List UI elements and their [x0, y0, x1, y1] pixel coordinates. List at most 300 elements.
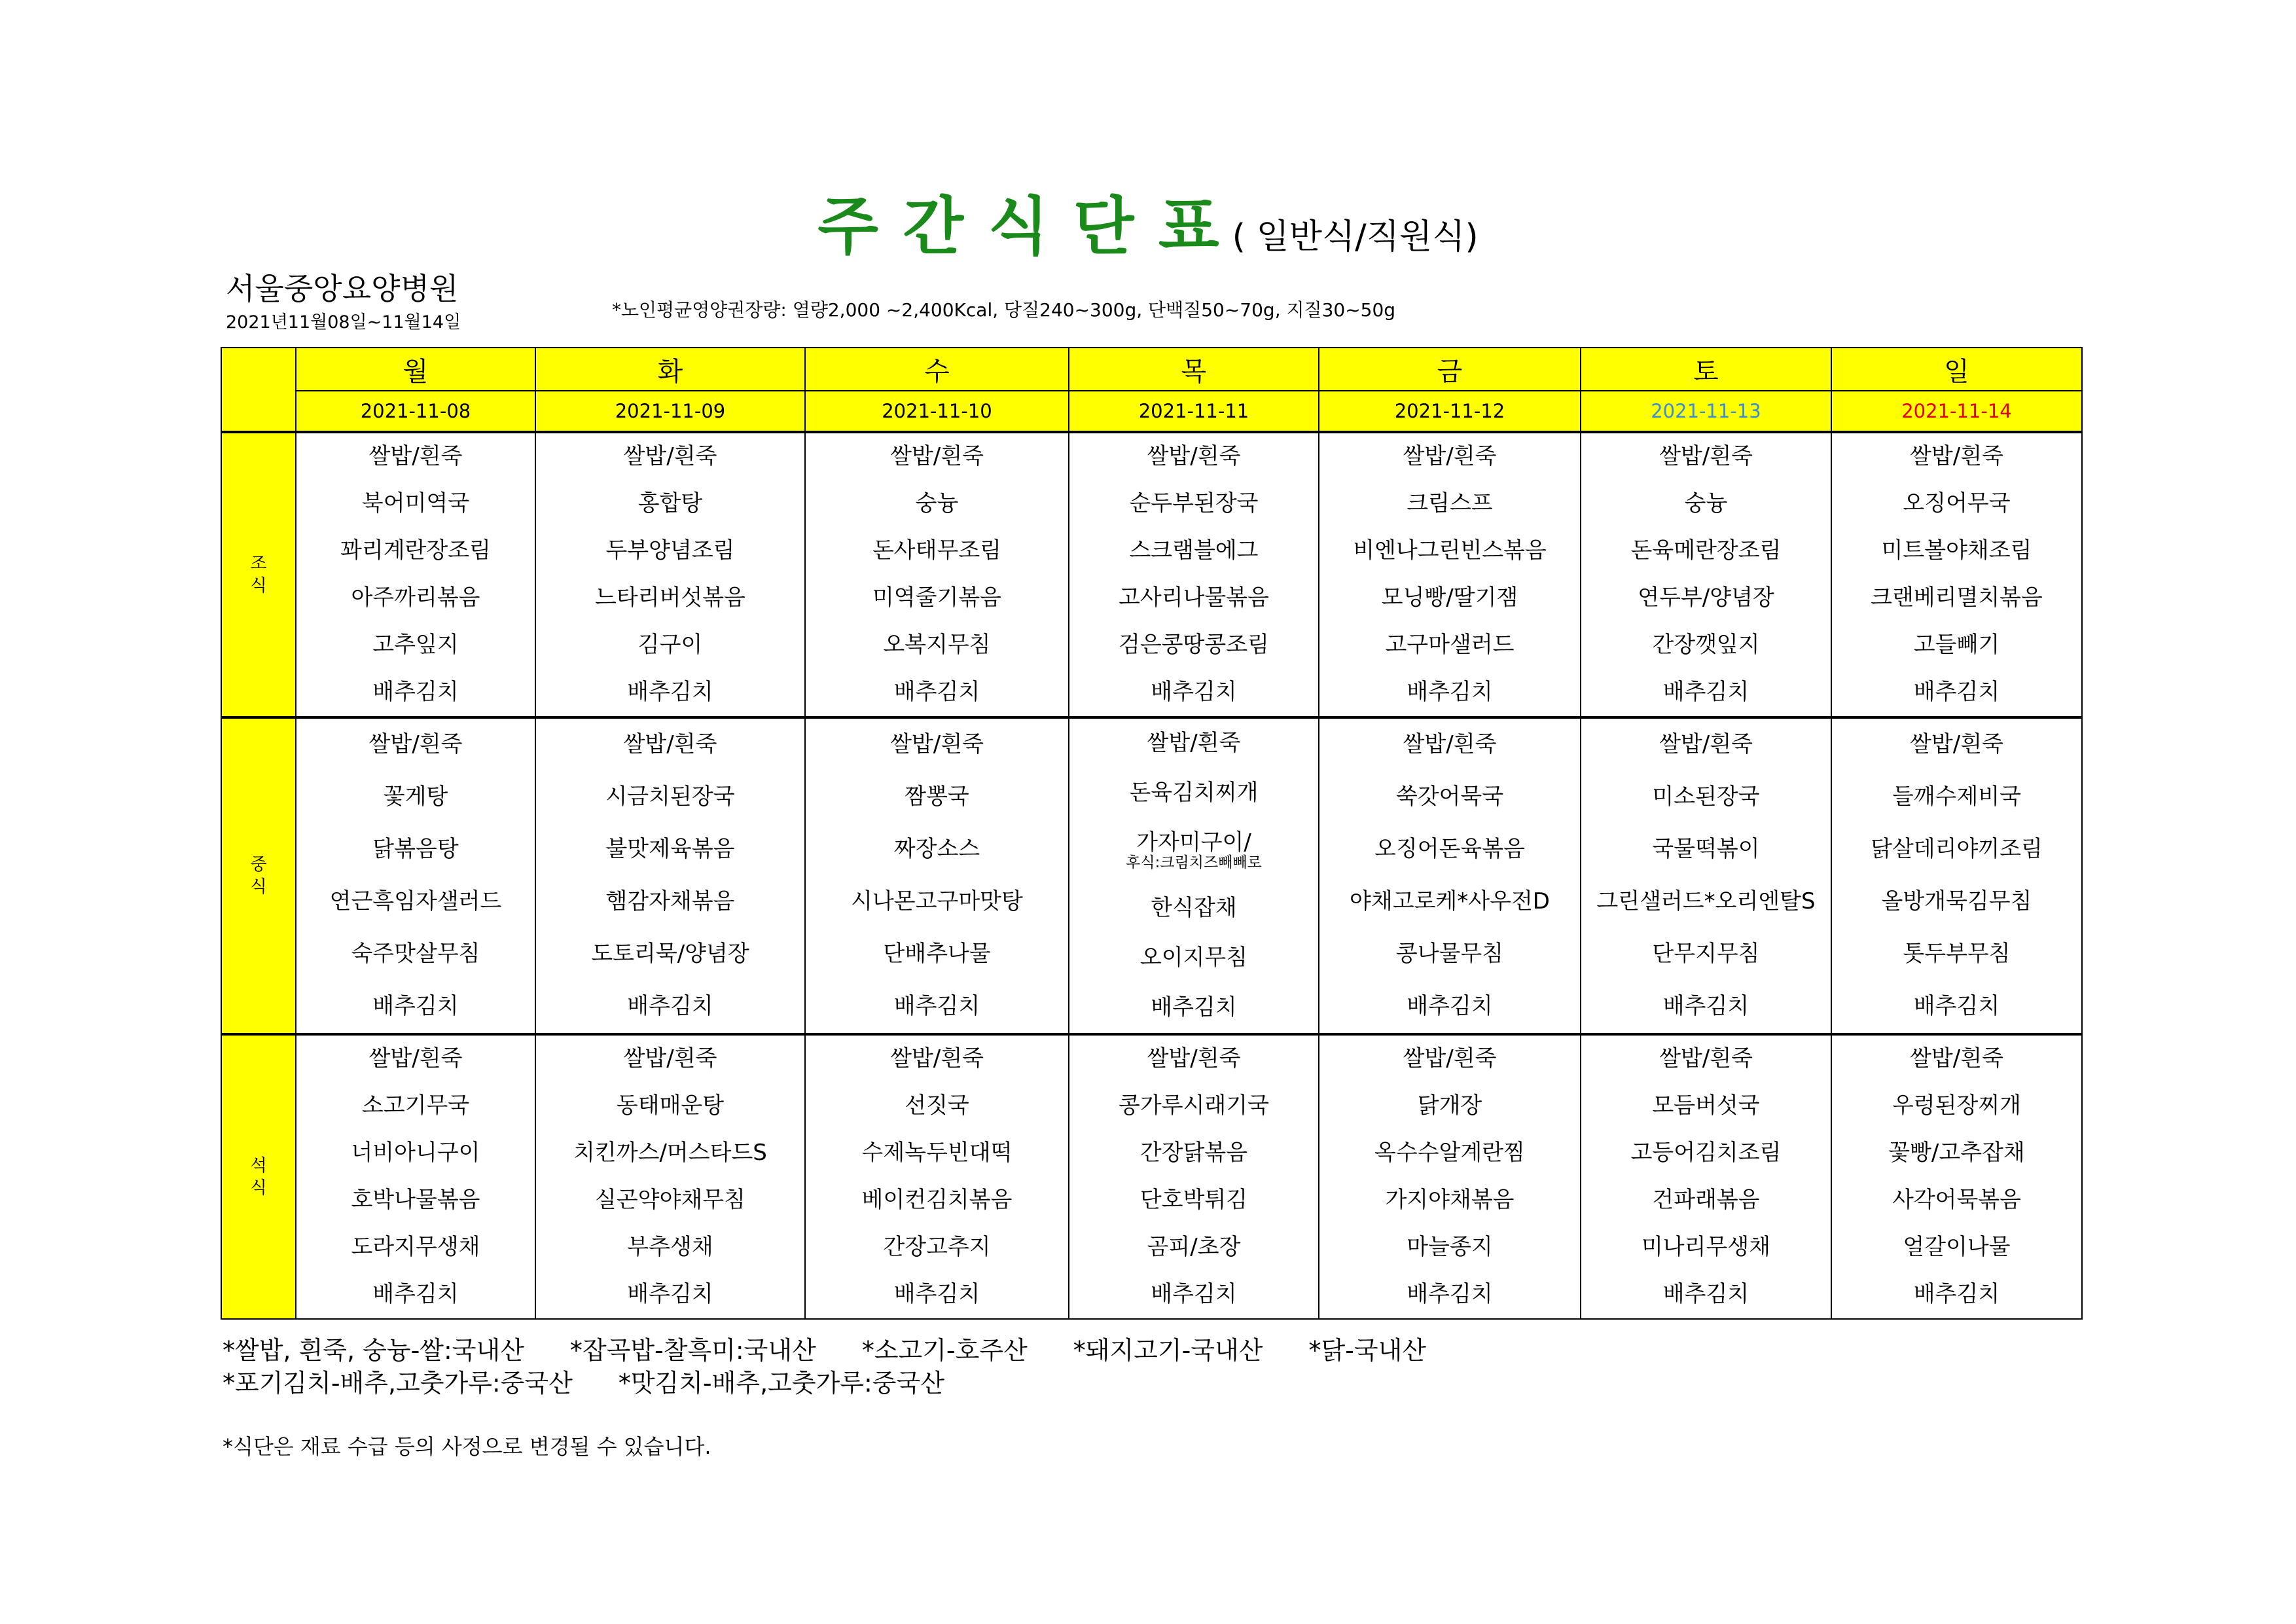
dinner-label-char: 식 [250, 1178, 267, 1198]
lunch-cell-5 [1581, 717, 1831, 1034]
menu-list [536, 1036, 804, 1318]
menu-item: 느타리버섯볶음 [595, 585, 745, 611]
menu-item-wrap [1596, 890, 1815, 914]
menu-item: 배추김치 [372, 1281, 459, 1308]
menu-item: 배추김치 [1407, 1281, 1493, 1308]
day-date-4: 2021-11-12 [1319, 391, 1581, 432]
lunch-label [221, 717, 296, 1034]
origin-line-2 [223, 1367, 1472, 1399]
menu-item: 닭개장 [1417, 1092, 1482, 1119]
breakfast-cell-4 [1319, 432, 1581, 717]
menu-item: 그린샐러드*오리엔탈S [1596, 888, 1816, 915]
menu-item-wrap [1910, 445, 2003, 469]
menu-item-wrap [369, 733, 463, 757]
menu-item: 홍합탕 [637, 490, 703, 517]
date-row [221, 391, 2082, 432]
menu-item-wrap [1407, 995, 1492, 1019]
menu-item-wrap [905, 1094, 969, 1118]
day-date-0: 2021-11-08 [296, 391, 535, 432]
menu-item: 간장고추지 [883, 1234, 991, 1261]
dinner-cell-3 [1069, 1034, 1319, 1319]
menu-item-wrap [351, 586, 480, 610]
menu-list [1319, 1036, 1580, 1318]
menu-item: 얼갈이나물 [1903, 1234, 2011, 1261]
breakfast-cell-6 [1831, 432, 2082, 717]
menu-item-wrap [605, 890, 734, 914]
menu-item: 야채고로케*사우전D [1350, 888, 1550, 915]
menu-item-wrap [1151, 681, 1236, 704]
menu-item-wrap [851, 890, 1023, 914]
menu-item: 배추김치 [1407, 679, 1493, 706]
menu-item: 시나몬고구마맛탕 [851, 888, 1023, 915]
menu-item-wrap [862, 1189, 1013, 1212]
menu-item-wrap [1903, 492, 2010, 516]
dinner-cell-5 [1581, 1034, 1831, 1319]
day-name-1: 화 [535, 348, 805, 391]
menu-item: 국물떡볶이 [1652, 836, 1760, 863]
menu-item: 미역줄기볶음 [872, 585, 1002, 611]
menu-item: 쌀밥/흰죽 [1147, 1045, 1241, 1072]
menu-list [1069, 719, 1318, 1033]
menu-list [1581, 433, 1831, 716]
menu-item-wrap [1129, 539, 1258, 563]
menu-item-wrap [883, 943, 990, 966]
menu-list [806, 1036, 1068, 1318]
corner-cell [221, 348, 296, 432]
menu-item-wrap [369, 445, 463, 469]
menu-item: 옥수수알계란찜 [1374, 1140, 1525, 1166]
menu-item-wrap [372, 995, 458, 1019]
breakfast-cell-1 [535, 432, 805, 717]
menu-item: 너비아니구이 [351, 1140, 480, 1166]
menu-item: 배추김치 [893, 1281, 980, 1308]
menu-item-wrap [1396, 785, 1503, 809]
dinner-row [221, 1034, 2082, 1319]
lunch-cell-4 [1319, 717, 1581, 1034]
menu-item: 베이컨김치볶음 [861, 1187, 1013, 1214]
menu-item: 사각어묵볶음 [1892, 1187, 2022, 1214]
page-title: 주 간 식 단 표 [817, 190, 1221, 263]
menu-item-wrap [369, 1047, 463, 1071]
menu-item: 건파래볶음 [1652, 1187, 1760, 1214]
menu-item: 소고기무국 [361, 1092, 470, 1119]
menu-item-wrap [894, 838, 980, 861]
menu-item: 배추김치 [627, 1281, 713, 1308]
menu-item: 순두부된장국 [1129, 490, 1259, 517]
day-name-6: 일 [1831, 348, 2082, 391]
menu-item: 곰피/초장 [1147, 1234, 1241, 1261]
menu-item: 오복지무침 [883, 632, 991, 659]
menu-item: 치킨까스/머스타드S [573, 1140, 767, 1166]
menu-item: 쌀밥/흰죽 [368, 1045, 463, 1072]
menu-item-wrap [605, 539, 734, 563]
menu-item-wrap [905, 785, 969, 809]
menu-item-wrap [624, 1047, 717, 1071]
menu-list [1832, 1036, 2081, 1318]
menu-item-wrap [1641, 1236, 1770, 1259]
menu-item-wrap [890, 1047, 984, 1071]
menu-item-wrap [351, 1189, 480, 1212]
menu-item: 배추김치 [627, 679, 713, 706]
menu-list [296, 1036, 535, 1318]
menu-item: 배추김치 [1662, 1281, 1749, 1308]
menu-item-wrap [1374, 1142, 1525, 1165]
origin-note: *맛김치-배추,고춧가루:중국산 [618, 1369, 944, 1398]
menu-item-wrap [1350, 890, 1550, 914]
menu-item: 돈사태무조림 [872, 537, 1002, 564]
menu-item: 간장닭볶음 [1139, 1140, 1248, 1166]
menu-item: 호박나물볶음 [351, 1187, 480, 1214]
menu-item: 미소된장국 [1652, 784, 1760, 810]
menu-item-wrap [1663, 995, 1749, 1019]
menu-item: 배추김치 [893, 679, 980, 706]
menu-item: 도토리묵/양념장 [591, 941, 749, 967]
menu-item: 쌀밥/흰죽 [368, 731, 463, 758]
menu-list [1832, 433, 2081, 716]
menu-list [1581, 1036, 1831, 1318]
menu-item: 닭살데리야끼조림 [1871, 836, 2043, 863]
menu-item: 크랜베리멸치볶음 [1871, 585, 2043, 611]
menu-item-wrap [573, 1142, 767, 1165]
menu-item: 쌀밥/흰죽 [1147, 730, 1241, 757]
breakfast-cell-5 [1581, 432, 1831, 717]
origin-note: *닭-국내산 [1308, 1336, 1426, 1365]
menu-item-wrap [1407, 681, 1492, 704]
menu-item-wrap [1652, 634, 1759, 657]
day-name-4: 금 [1319, 348, 1581, 391]
origin-notes [223, 1334, 1472, 1399]
lunch-cell-6 [1831, 717, 2082, 1034]
menu-item-wrap [862, 1142, 1013, 1165]
breakfast-row [221, 432, 2082, 717]
menu-item-wrap [890, 445, 984, 469]
menu-item-wrap [1151, 996, 1236, 1020]
menu-item-wrap [1403, 733, 1497, 757]
menu-item-wrap [1140, 1189, 1247, 1212]
menu-item-wrap [1147, 1236, 1241, 1259]
menu-item: 쌀밥/흰죽 [890, 443, 984, 470]
menu-item-wrap [605, 785, 734, 809]
menu-item: 쌀밥/흰죽 [623, 1045, 717, 1072]
menu-item: 간장깻잎지 [1652, 632, 1760, 659]
menu-item-wrap [1631, 539, 1782, 563]
origin-note: *소고기-호주산 [861, 1336, 1028, 1365]
menu-item-wrap [1663, 681, 1749, 704]
menu-item: 쌀밥/흰죽 [890, 731, 984, 758]
lunch-row [221, 717, 2082, 1034]
menu-item-wrap [1910, 1047, 2003, 1071]
menu-item: 배추김치 [1913, 1281, 2000, 1308]
dinner-cell-0 [296, 1034, 535, 1319]
menu-list [1069, 1036, 1318, 1318]
lunch-cell-0 [296, 717, 535, 1034]
menu-item: 미나리무생채 [1641, 1234, 1771, 1261]
menu-item: 실곤약야채무침 [595, 1187, 745, 1214]
menu-list [806, 433, 1068, 716]
menu-item: 배추김치 [1151, 994, 1237, 1021]
menu-list [1319, 433, 1580, 716]
menu-item-wrap [1407, 1283, 1492, 1307]
menu-item-wrap [1659, 1047, 1753, 1071]
menu-item-wrap [1871, 838, 2043, 861]
menu-item-wrap [883, 1236, 990, 1259]
menu-item-wrap [894, 1283, 980, 1307]
menu-item-wrap [1882, 890, 2032, 914]
menu-item: 오징어무국 [1903, 490, 2011, 517]
menu-item: 고구마샐러드 [1385, 632, 1515, 659]
menu-item: 숙주맛살무침 [351, 941, 480, 967]
menu-item-wrap [362, 1094, 469, 1118]
day-name-0: 월 [296, 348, 535, 391]
menu-item: 배추김치 [1407, 993, 1493, 1020]
lunch-label-char: 중 [250, 855, 267, 875]
menu-item: 꽃게탕 [383, 784, 448, 810]
menu-period: 2021년11월08일~11월14일 [226, 312, 461, 333]
menu-item-wrap [1638, 586, 1774, 610]
menu-item-wrap [1914, 995, 2000, 1019]
origin-note: *돼지고기-국내산 [1073, 1336, 1263, 1365]
menu-item: 미트볼야채조림 [1881, 537, 2032, 564]
menu-item-wrap [894, 995, 980, 1019]
menu-item: 단호박튀김 [1139, 1187, 1248, 1214]
menu-item-wrap [605, 838, 734, 861]
menu-item: 선짓국 [905, 1092, 969, 1119]
menu-item-wrap [1903, 1236, 2010, 1259]
menu-item: 단무지무침 [1652, 941, 1760, 967]
menu-item: 단배추나물 [883, 941, 991, 967]
menu-item-wrap [1385, 634, 1514, 657]
menu-item-wrap [1652, 838, 1759, 861]
menu-item: 비엔나그린빈스볶음 [1353, 537, 1547, 564]
menu-item: 돈육김치찌개 [1129, 780, 1259, 806]
day-name-2: 수 [805, 348, 1069, 391]
menu-item-wrap [1903, 943, 2010, 966]
menu-item: 쌀밥/흰죽 [1147, 443, 1241, 470]
menu-item-wrap [1659, 733, 1753, 757]
menu-item: 쌀밥/흰죽 [623, 443, 717, 470]
menu-item: 닭볶음탕 [372, 836, 459, 863]
change-notice: *식단은 재료 수급 등의 사정으로 변경될 수 있습니다. [223, 1434, 711, 1459]
menu-item-wrap [638, 492, 703, 516]
menu-item-wrap [372, 838, 458, 861]
day-name-row [221, 348, 2082, 391]
breakfast-label [221, 432, 296, 717]
day-name-3: 목 [1069, 348, 1319, 391]
menu-item-wrap [1652, 1189, 1759, 1212]
menu-item: 한식잡채 [1151, 895, 1237, 922]
menu-item: 연근흑임자샐러드 [329, 888, 502, 915]
menu-item: 고사리나물볶음 [1119, 585, 1269, 611]
day-date-2: 2021-11-10 [805, 391, 1069, 432]
menu-item-wrap [1407, 1236, 1492, 1259]
menu-item: 우렁된장찌개 [1892, 1092, 2022, 1119]
dinner-cell-6 [1831, 1034, 2082, 1319]
menu-item: 고추잎지 [372, 632, 459, 659]
menu-item-wrap [1353, 539, 1547, 563]
menu-list [806, 719, 1068, 1033]
hospital-name: 서울중앙요양병원 [226, 271, 459, 306]
menu-list [296, 433, 535, 716]
menu-item: 동태매운탕 [616, 1092, 725, 1119]
menu-item: 쑥갓어묵국 [1395, 784, 1504, 810]
menu-item-wrap [1403, 1047, 1497, 1071]
menu-item-wrap [1910, 733, 2003, 757]
menu-item-wrap [1652, 785, 1759, 809]
menu-item-wrap [638, 634, 703, 657]
breakfast-cell-3 [1069, 432, 1319, 717]
menu-item: 숭늉 [915, 490, 959, 517]
menu-item-wrap [351, 1142, 480, 1165]
day-date-1: 2021-11-09 [535, 391, 805, 432]
dinner-cell-4 [1319, 1034, 1581, 1319]
menu-item: 올방개묵김무침 [1881, 888, 2032, 915]
menu-list [536, 433, 804, 716]
menu-item-wrap [617, 1094, 724, 1118]
origin-note: *잡곡밥-찰흑미:국내산 [569, 1336, 816, 1365]
menu-item: 배추김치 [1913, 993, 2000, 1020]
menu-item-wrap [1892, 1094, 2021, 1118]
menu-item: 쌀밥/흰죽 [1403, 731, 1497, 758]
menu-item-wrap [627, 1236, 713, 1259]
menu-item: 불맛제육볶음 [605, 836, 735, 863]
origin-note: *포기김치-배추,고춧가루:중국산 [223, 1369, 573, 1398]
menu-item-wrap [872, 586, 1001, 610]
menu-item: 콩나물무침 [1395, 941, 1504, 967]
dinner-cell-1 [535, 1034, 805, 1319]
menu-item: 가자미구이/ [1136, 829, 1251, 856]
origin-note: *쌀밥, 흰죽, 숭늉-쌀:국내산 [223, 1336, 524, 1365]
menu-list [1069, 433, 1318, 716]
menu-item: 오이지무침 [1139, 945, 1248, 971]
day-date-6: 2021-11-14 [1831, 391, 2082, 432]
menu-item-wrap [1374, 838, 1525, 861]
menu-list [1581, 719, 1831, 1033]
menu-item-wrap [340, 539, 491, 563]
menu-list [1832, 719, 2081, 1033]
menu-item: 배추김치 [1151, 1281, 1237, 1308]
menu-item: 숭늉 [1684, 490, 1728, 517]
menu-item-wrap [1151, 897, 1236, 920]
menu-item-wrap [1659, 445, 1753, 469]
menu-item-wrap [1140, 947, 1247, 970]
menu-item-wrap [890, 733, 984, 757]
origin-line-1 [223, 1334, 1472, 1367]
menu-item-wrap [372, 634, 458, 657]
menu-list [536, 719, 804, 1033]
menu-item-wrap [595, 586, 745, 610]
menu-item: 쌀밥/흰죽 [1659, 731, 1753, 758]
menu-item: 쌀밥/흰죽 [623, 731, 717, 758]
menu-item-wrap [894, 681, 980, 704]
menu-item: 배추김치 [1662, 993, 1749, 1020]
menu-item: 아주까리볶음 [351, 585, 480, 611]
menu-item-wrap [1892, 785, 2021, 809]
dessert-note: 후식:크림치즈빼빼로 [1126, 854, 1262, 871]
menu-item-wrap [1385, 1189, 1514, 1212]
menu-item: 쌀밥/흰죽 [1659, 443, 1753, 470]
menu-item-wrap [1914, 681, 2000, 704]
lunch-cell-2 [805, 717, 1069, 1034]
menu-item: 짜장소스 [893, 836, 980, 863]
menu-item-wrap [1685, 492, 1728, 516]
menu-item-wrap [1882, 539, 2032, 563]
menu-item-wrap [1418, 1094, 1482, 1118]
menu-item: 햄감자채볶음 [605, 888, 735, 915]
page-subtitle: ( 일반식/직원식) [1232, 217, 1479, 257]
menu-item-wrap [1119, 586, 1269, 610]
breakfast-label-char: 식 [250, 576, 267, 596]
menu-item-wrap [1652, 943, 1759, 966]
menu-item: 배추김치 [1913, 679, 2000, 706]
breakfast-cell-0 [296, 432, 535, 717]
menu-item-wrap [1631, 1142, 1782, 1165]
nutrition-note: *노인평균영양권장량: 열량2,000 ~2,400Kcal, 당질240~300g, 단백질50~70g, 지질30~50g [612, 299, 1396, 321]
menu-list [1319, 719, 1580, 1033]
menu-item-wrap [1147, 1047, 1241, 1071]
menu-item: 북어미역국 [361, 490, 470, 517]
menu-item-wrap [351, 1236, 480, 1259]
menu-item-wrap [1914, 1283, 2000, 1307]
menu-item-wrap [627, 1283, 713, 1307]
menu-item-wrap [384, 785, 448, 809]
dinner-label [221, 1034, 296, 1319]
day-date-3: 2021-11-11 [1069, 391, 1319, 432]
menu-item: 콩가루시래기국 [1119, 1092, 1269, 1119]
day-name-5: 토 [1581, 348, 1831, 391]
menu-item: 배추김치 [627, 993, 713, 1020]
menu-item: 쌀밥/흰죽 [1403, 1045, 1497, 1072]
menu-item: 수제녹두빈대떡 [861, 1140, 1013, 1166]
menu-item-wrap [372, 1283, 458, 1307]
menu-item-wrap [591, 943, 749, 966]
menu-item-wrap [372, 681, 458, 704]
menu-item-wrap [1147, 445, 1241, 469]
menu-item: 시금치된장국 [605, 784, 735, 810]
menu-item: 꽃빵/고추잡채 [1888, 1140, 2025, 1166]
menu-item-wrap [1140, 1142, 1247, 1165]
menu-item: 배추김치 [1151, 679, 1237, 706]
menu-item: 짬뽕국 [905, 784, 969, 810]
menu-item: 쌀밥/흰죽 [1403, 443, 1497, 470]
menu-item: 쌀밥/흰죽 [368, 443, 463, 470]
menu-item: 도라지무생채 [351, 1234, 480, 1261]
menu-item-wrap [1151, 1283, 1236, 1307]
lunch-cell-3 [1069, 717, 1319, 1034]
menu-item: 스크램블에그 [1129, 537, 1259, 564]
menu-item-wrap [1663, 1283, 1749, 1307]
menu-item: 두부양념조림 [605, 537, 735, 564]
menu-item: 꽈리계란장조림 [340, 537, 491, 564]
menu-item-wrap [1871, 586, 2043, 610]
menu-item: 크림스프 [1407, 490, 1493, 517]
menu-item-wrap [1403, 445, 1497, 469]
title [0, 177, 2296, 266]
dinner-cell-2 [805, 1034, 1069, 1319]
menu-item: 배추김치 [372, 679, 459, 706]
menu-item: 쌀밥/흰죽 [1659, 1045, 1753, 1072]
menu-item-wrap [351, 943, 480, 966]
menu-item-wrap [1652, 1094, 1759, 1118]
menu-item: 연두부/양념장 [1638, 585, 1774, 611]
menu-item: 고등어김치조림 [1630, 1140, 1782, 1166]
menu-item: 배추김치 [893, 993, 980, 1020]
menu-item-wrap [1892, 1189, 2021, 1212]
menu-item: 모닝빵/딸기잼 [1381, 585, 1518, 611]
menu-item-wrap [1119, 1094, 1269, 1118]
dinner-label-char: 석 [250, 1156, 267, 1176]
menu-item-wrap [1129, 782, 1258, 805]
menu-item: 부추생채 [627, 1234, 713, 1261]
